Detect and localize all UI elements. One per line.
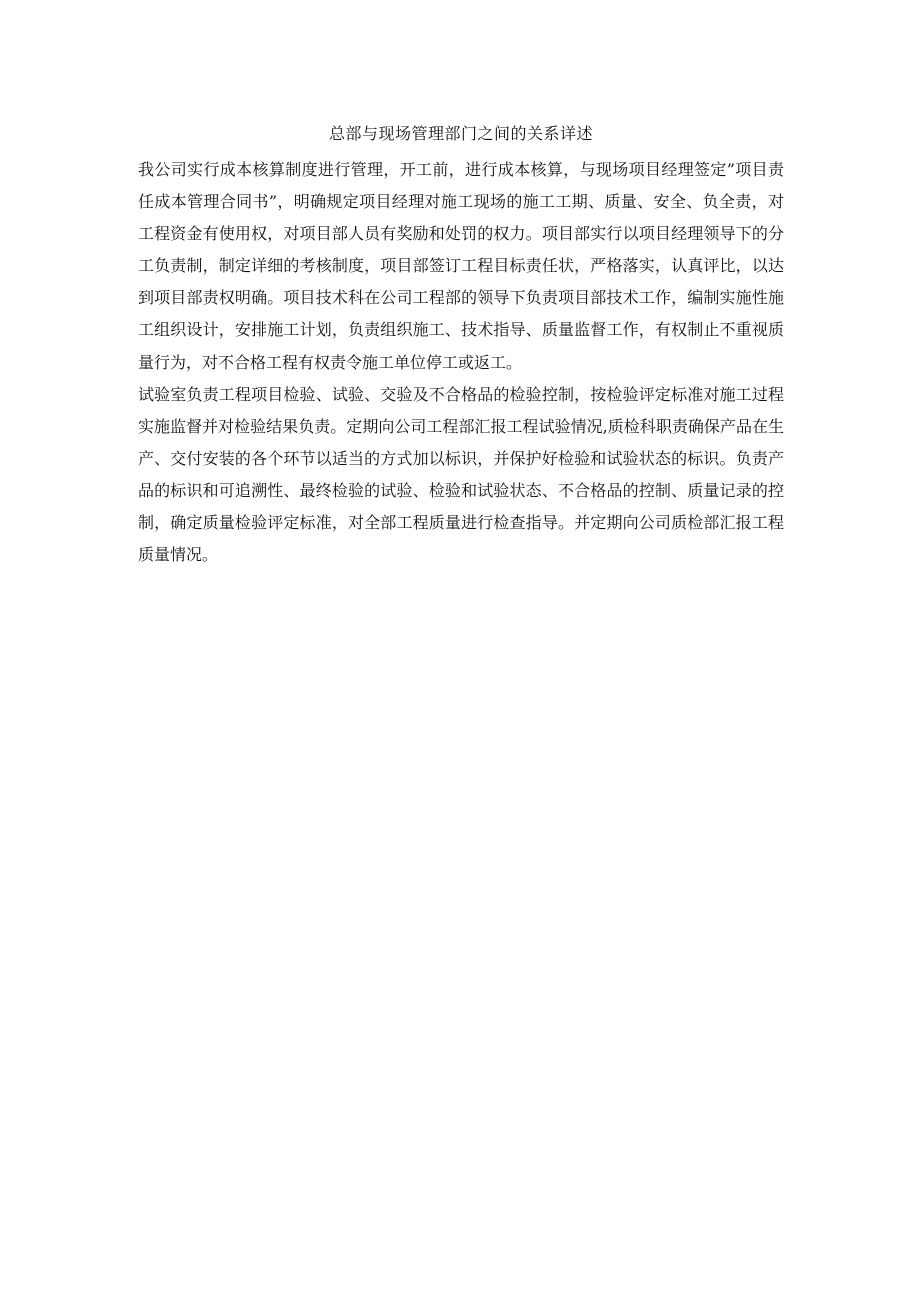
paragraph-management-system: 我公司实行成本核算制度进行管理，开工前，进行成本核算，与现场项目经理签定”项目责任成本管理合同书”，明确规定项目经理对施工现场的施工工期、质量、安全、负全责，对工程资金有使用权，对项目部人员有奖励和处罚的权力。项目部实行以项目经理领导下的分工负责制，制定详细的考核制度，项目部签订工程目标责任状，严格落实，认真评比，以达到项目部责权明确。项目技术科在公司工程部的领导下负责项目部技术工作，编制实施性施工组织设计，安排施工计划，负责组织施工、技术指导、质量监督工作，有权制止不重视质量行为，对不合格工程有权责令施工单位停工或返工。 xyxy=(138,160,784,372)
document-title: 总部与现场管理部门之间的关系详述 xyxy=(328,124,593,143)
document-body xyxy=(138,118,784,571)
paragraph-testing-laboratory: 试验室负责工程项目检验、试验、交验及不合格品的检验控制，按检验评定标准对施工过程实施监督并对检验结果负责。定期向公司工程部汇报工程试验情况,质检科职责确保产品在生产、交付安装的各个环节以适当的方式加以标识，并保护好检验和试验状态的标识。负责产品的标识和可追溯性、最终检验的试验、检验和试验状态、不合格品的控制、质量记录的控制，确定质量检验评定标准，对全部工程质量进行检查指导。并定期向公司质检部汇报工程质量情况。 xyxy=(138,384,784,565)
